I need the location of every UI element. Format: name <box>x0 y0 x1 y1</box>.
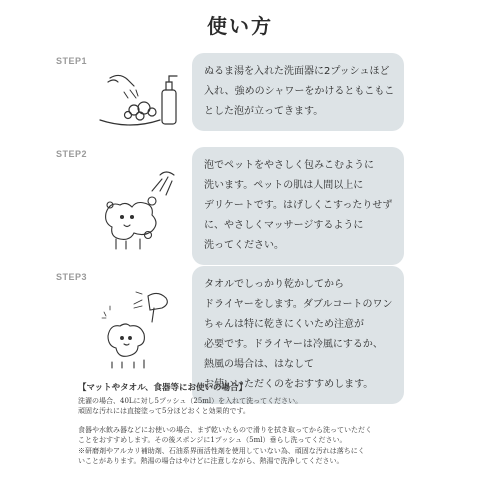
dog-shower-illustration <box>90 165 190 255</box>
step3-line: 熱風の場合は、はなして <box>204 359 314 370</box>
step1-line: とした泡が立ってきます。 <box>204 106 324 117</box>
notes-line: いことがあります。熱湯の場合はやけどに注意しながら、熱湯で洗浄してください。 <box>78 457 344 465</box>
notes-line: 頑固な汚れには直接塗って5分ほどおくと効果的です。 <box>78 407 250 415</box>
step1-description <box>192 53 404 131</box>
step2-line: 洗います。ペットの肌は人間以上に <box>204 180 364 191</box>
step1-line: 入れ、強めのシャワーをかけるともこもこ <box>204 86 395 97</box>
notes-line: ことをおすすめします。その後スポンジに1プッシュ（5ml）垂らし洗ってください。 <box>78 436 347 444</box>
step3-line: 必要です。ドライヤーは冷風にするか、 <box>204 339 383 350</box>
notes-line: ※研磨剤やアルカリ補助剤、石油系界面活性剤を使用していない為、頑固な汚れは落ちにく <box>78 446 365 455</box>
notes-heading: 【マットやタオル、食器等にお使いの場合】 <box>78 383 247 393</box>
dog-dryer-illustration <box>90 282 190 372</box>
step3-line: ちゃんは特に乾きにくいため注意が <box>204 319 364 330</box>
notes-line: 洗濯の場合、40Lに対し5プッシュ（25ml）を入れて洗ってください。 <box>78 396 303 405</box>
step3-line: お使いいただくのをおすすめします。 <box>204 379 374 390</box>
step2-line: 泡でペットをやさしく包みこむように <box>204 160 374 171</box>
page-title: 使い方 <box>207 14 273 38</box>
step3-line: タオルでしっかり乾かしてから <box>204 279 344 290</box>
step1-line: ぬるま湯を入れた洗面器に2プッシュほど <box>204 66 390 77</box>
step3-line: ドライヤーをします。ダブルコートのワン <box>204 299 393 310</box>
bottle-and-foam-illustration <box>90 60 190 150</box>
step2-description <box>192 147 404 265</box>
step2-line: に、やさしくマッサージするように <box>204 220 364 231</box>
step2-label: STEP2 <box>56 149 88 159</box>
step3-label: STEP3 <box>56 272 88 282</box>
step2-line: 洗ってください。 <box>204 240 284 251</box>
step2-line: デリケートです。はげしくこすったりせず <box>204 200 393 211</box>
usage-notes <box>78 383 418 467</box>
step1-label: STEP1 <box>56 56 88 66</box>
notes-line: 食器や水飲み器などにお使いの場合、まず乾いたもので滑りを拭き取ってから洗っていただく <box>78 425 372 434</box>
